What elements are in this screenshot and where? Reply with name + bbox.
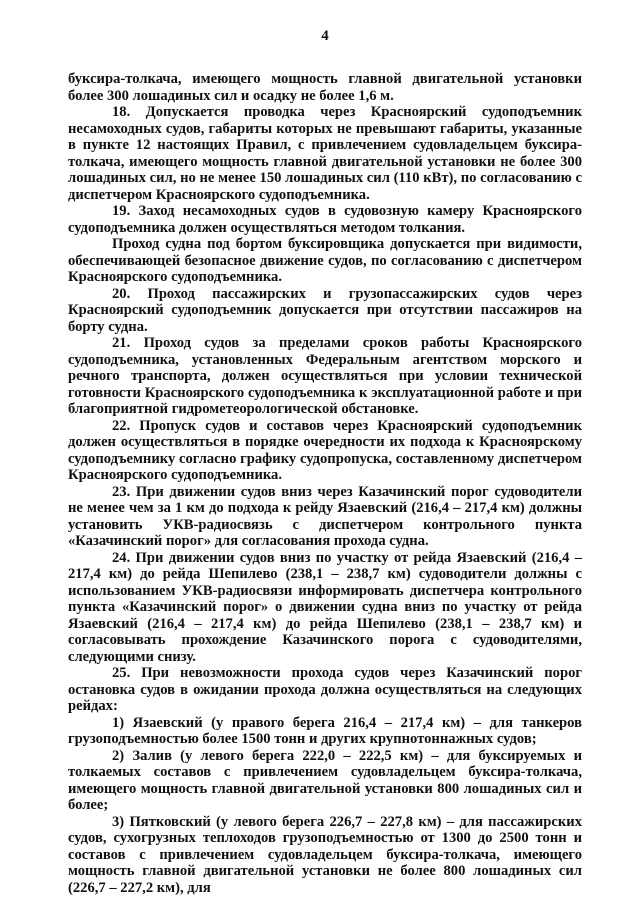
paragraph-17-continuation: буксира-толкача, имеющего мощность главной двигательной установки более 300 лошадиных сил и осадку не более 1,6 м.: [68, 71, 582, 104]
paragraph-24: 24. При движении судов вниз по участку от рейда Язаевский (216,4 – 217,4 км) до рейда Шепилево (238,1 – 238,7 км) судоводители должны с использованием УКВ-радиосвязи информировать диспетчера контрольного пункта «Казачинский порог» о движении судна вниз по участку от рейда Язаевский (216,4 – 217,4 км) до рейда Шепилево (238,1 – 238,7 км) и согласовывать прохождение Казачинского порога с судоводителями, следующими снизу.: [68, 549, 582, 665]
paragraph-18: 18. Допускается проводка через Красноярский судоподъемник несамоходных судов, габариты которых не превышают габариты, указанные в пункте 12 настоящих Правил, с привлечением судовладельцем буксира-толкача, имеющего мощность главной двигательной установки не более 300 лошадиных сил, но не менее 150 лошадиных сил (110 кВт), по согласованию с диспетчером Красноярского судоподъемника.: [68, 104, 582, 203]
paragraph-22: 22. Пропуск судов и составов через Красноярский судоподъемник должен осуществляться в порядке очередности их подхода к Красноярскому судоподъемнику согласно графику судопропуска, составленному диспетчером Красноярского судоподъемника.: [68, 417, 582, 483]
paragraph-21: 21. Проход судов за пределами сроков работы Красноярского судоподъемника, установленных Федеральным агентством морского и речного транспорта, должен осуществляться при условии технической готовности Красноярского судоподъемника к эксплуатационной работе и при благоприятной гидрометеорологической обстановке.: [68, 335, 582, 417]
paragraph-19: 19. Заход несамоходных судов в судовозную камеру Красноярского судоподъемника должен осуществляться методом толкания.: [68, 203, 582, 236]
paragraph-23: 23. При движении судов вниз через Казачинский порог судоводители не менее чем за 1 км до подхода к рейду Язаевский (216,4 – 217,4 км) должны установить УКВ-радиосвязь с диспетчером контрольного пункта «Казачинский порог» для согласования прохода судна.: [68, 483, 582, 549]
paragraph-25: 25. При невозможности прохода судов через Казачинский порог остановка судов в ожидании прохода должна осуществляться на следующих рейдах:: [68, 665, 582, 714]
paragraph-25-item-1: 1) Язаевский (у правого берега 216,4 – 217,4 км) – для танкеров грузоподъемностью более 1500 тонн и других крупнотоннажных судов;: [68, 714, 582, 747]
paragraph-25-item-3: 3) Пятковский (у левого берега 226,7 – 227,8 км) – для пассажирских судов, сухогрузных теплоходов грузоподъемностью от 1300 до 2500 тонн и составов с привлечением судовладельцем буксира-толкача, имеющего мощность главной двигательной установки не более 800 лошадиных сил (226,7 – 227,2 км), для: [68, 813, 582, 896]
paragraph-25-item-2: 2) Залив (у левого берега 222,0 – 222,5 км) – для буксируемых и толкаемых составов с привлечением судовладельцем буксира-толкача, имеющего мощность главной двигательной установки 800 лошадиных сил и более;: [68, 747, 582, 813]
paragraph-19-second: Проход судна под бортом буксировщика допускается при видимости, обеспечивающей безопасное движение судов, по согласованию с диспетчером Красноярского судоподъемника.: [68, 236, 582, 285]
paragraph-20: 20. Проход пассажирских и грузопассажирских судов через Красноярский судоподъемник допускается при отсутствии пассажиров на борту судна.: [68, 285, 582, 335]
page-number: 4: [321, 28, 329, 44]
